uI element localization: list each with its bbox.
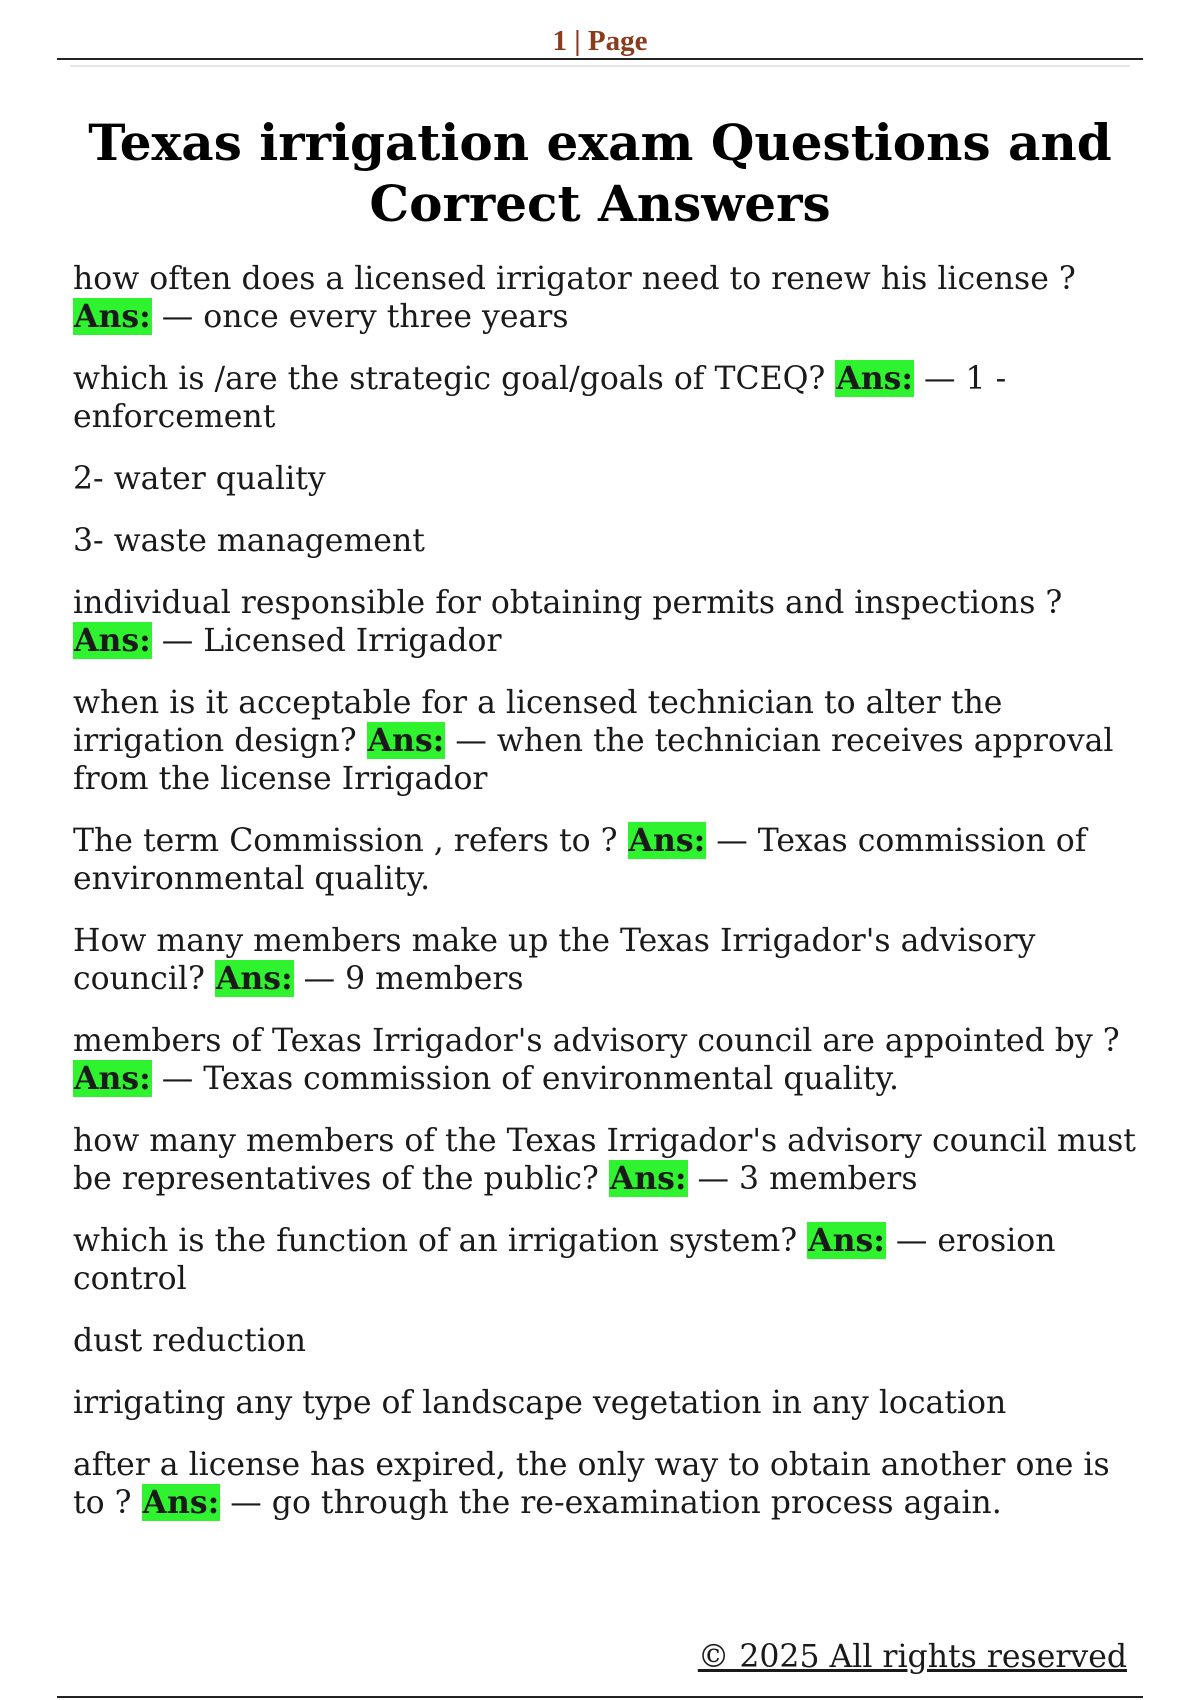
question-text: which is the function of an irrigation system? — [73, 1223, 808, 1259]
answer-marker: Ans: — [628, 822, 706, 859]
answer-marker: Ans: — [808, 1222, 885, 1259]
qa-item — [73, 1022, 1143, 1098]
answer-continuation: irrigating any type of landscape vegetation in any location — [73, 1385, 1007, 1421]
question-text: individual responsible for obtaining permits and inspections ? — [73, 585, 1063, 621]
qa-item — [73, 922, 1143, 998]
answer-text: — Licensed Irrigador — [151, 623, 502, 659]
answer-text: — when the technician receives approval from the license Irrigador — [73, 723, 1114, 797]
answer-text: — 1 - enforcement — [73, 361, 1007, 435]
page-header — [57, 24, 1143, 60]
answer-text: — 3 members — [687, 1161, 918, 1197]
answer-text: — Texas commission of environmental quality. — [151, 1061, 899, 1097]
header-divider — [70, 65, 1130, 67]
qa-item — [73, 822, 1143, 898]
answer-text: — erosion control — [73, 1223, 1056, 1297]
answer-text: — Texas commission of environmental quality. — [73, 823, 1087, 897]
footer-divider — [57, 1696, 1143, 1698]
qa-item — [73, 584, 1143, 660]
answer-marker: Ans: — [142, 1484, 220, 1521]
answer-marker: Ans: — [215, 960, 293, 997]
answer-marker: Ans: — [836, 360, 914, 397]
copyright-notice: © 2025 All rights reserved — [697, 1639, 1127, 1675]
answer-marker: Ans: — [609, 1160, 687, 1197]
qa-item — [73, 684, 1143, 798]
answer-text: — go through the re-examination process again. — [220, 1485, 1002, 1521]
question-text: after a license has expired, the only way to obtain another one is to ? — [73, 1447, 1110, 1521]
answer-marker: Ans: — [367, 722, 445, 759]
document-title: Texas irrigation exam Questions and Correct Answers — [88, 113, 1112, 233]
answer-marker: Ans: — [74, 1060, 151, 1097]
question-text: The term Commission , refers to ? — [73, 823, 628, 859]
answer-continuation: dust reduction — [73, 1323, 307, 1359]
question-text: members of Texas Irrigador's advisory council are appointed by ? — [73, 1023, 1120, 1059]
qa-list — [73, 260, 1143, 1546]
qa-item — [73, 1222, 1143, 1298]
answer-continuation: 2- water quality — [73, 461, 326, 497]
page-footer — [57, 1638, 1127, 1676]
answer-text: — once every three years — [151, 299, 569, 335]
qa-item — [73, 260, 1143, 336]
qa-item — [73, 1446, 1143, 1522]
question-text: when is it acceptable for a licensed technician to alter the irrigation design? — [73, 685, 1003, 759]
answer-text: — 9 members — [293, 961, 524, 997]
qa-item — [73, 1122, 1143, 1198]
question-text: how often does a licensed irrigator need to renew his license ? — [73, 261, 1076, 297]
page-number-label: 1 | Page — [552, 25, 648, 57]
qa-item — [73, 360, 1143, 436]
question-text: How many members make up the Texas Irrigador's advisory council? — [73, 923, 1036, 997]
question-text: how many members of the Texas Irrigador's advisory council must be representatives of the public? — [73, 1123, 1136, 1197]
answer-marker: Ans: — [74, 298, 151, 335]
answer-continuation: 3- waste management — [73, 523, 425, 559]
question-text: which is /are the strategic goal/goals of TCEQ? — [73, 361, 836, 397]
answer-marker: Ans: — [74, 622, 151, 659]
